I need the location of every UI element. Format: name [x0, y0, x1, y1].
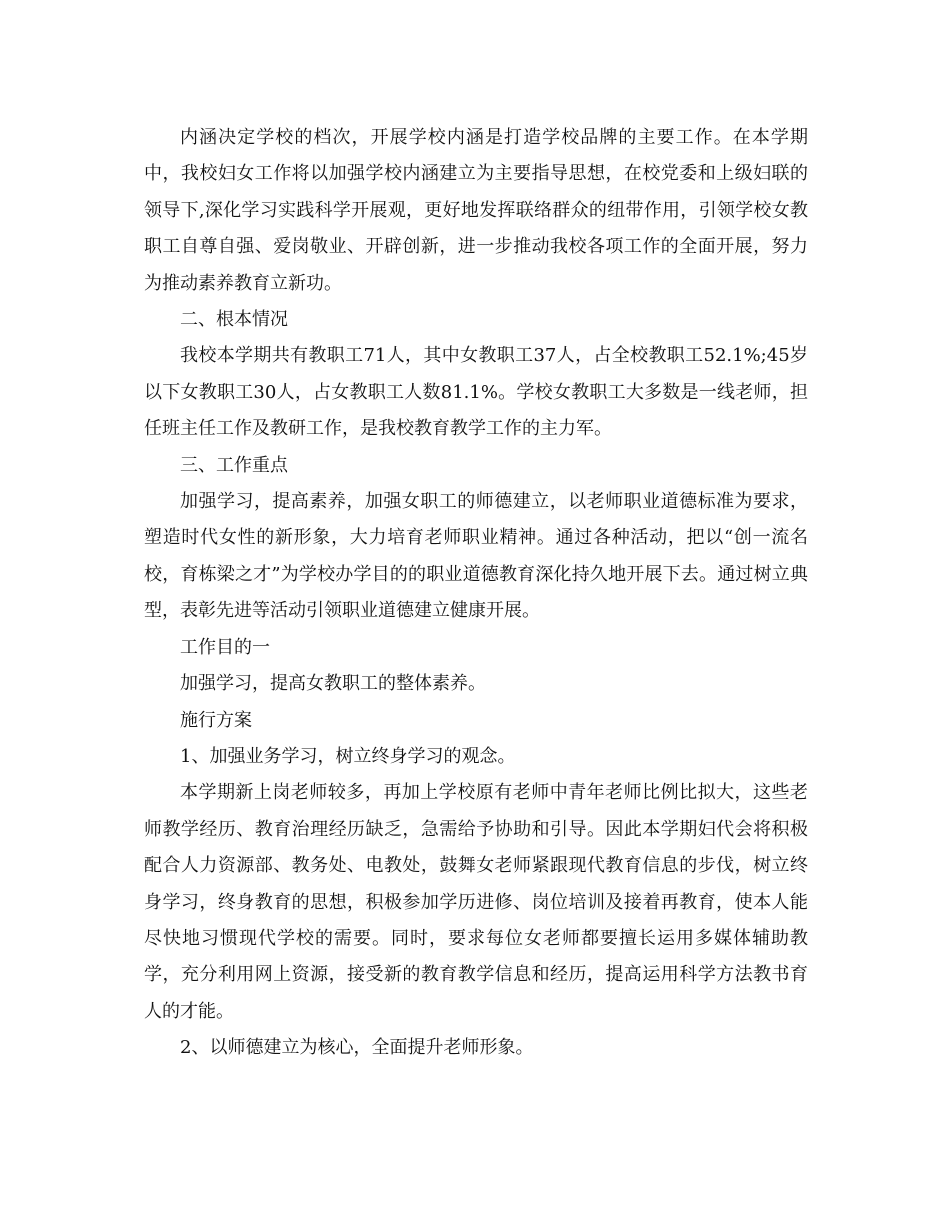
heading-basic-situation: 二、根本情况	[180, 309, 288, 331]
paragraph-work-focus: 加强学习，提高素养，加强女职工的师德建立，以老师职业道德标准为要求，塑造时代女性的新形象，大力培育老师职业精神。通过各种活动，把以“创一流名校，育栋梁之才”为学校办学目的的职业道德教育深化持久地开展下去。通过树立典型，表彰先进等活动引领职业道德建立健康开展。	[144, 491, 808, 622]
paragraph-item-one: 本学期新上岗老师较多，再加上学校原有老师中青年老师比例比拟大，这些老师教学经历、教育治理经历缺乏，急需给予协助和引导。因此本学期妇代会将积极配合人力资源部、教务处、电教处，鼓舞女老师紧跟现代教育信息的步伐，树立终身学习，终身教育的思想，积极参加学历进修、岗位培训及接着再教育，使本人能尽快地习惯现代学校的需要。同时，要求每位女老师都要擅长运用多媒体辅助教学，充分利用网上资源，接受新的教育教学信息和经历，提高运用科学方法教书育人的才能。	[144, 782, 808, 1022]
heading-goal-one: 工作目的一	[180, 636, 270, 658]
heading-work-focus: 三、工作重点	[180, 454, 288, 476]
item-one-title: 1、加强业务学习，树立终身学习的观念。	[180, 745, 516, 767]
item-two-title: 2、以师德建立为核心，全面提升老师形象。	[180, 1037, 534, 1059]
document-body	[144, 120, 808, 1067]
paragraph-intro: 内涵决定学校的档次，开展学校内涵是打造学校品牌的主要工作。在本学期中，我校妇女工作将以加强学校内涵建立为主要指导思想，在校党委和上级妇联的领导下,深化学习实践科学开展观，更好地发挥联络群众的纽带作用，引领学校女教职工自尊自强、爱岗敬业、开辟创新，进一步推动我校各项工作的全面开展，努力为推动素养教育立新功。	[144, 127, 808, 294]
paragraph-goal-one: 加强学习，提高女教职工的整体素养。	[180, 673, 486, 695]
paragraph-staff-stats: 我校本学期共有教职工71人，其中女教职工37人，占全校教职工52.1%;45岁以下女教职工30人，占女教职工人数81.1%。学校女教职工大多数是一线老师，担任班主任工作及教研工作，是我校教育教学工作的主力军。	[144, 345, 808, 440]
heading-implementation-plan: 施行方案	[180, 709, 252, 731]
